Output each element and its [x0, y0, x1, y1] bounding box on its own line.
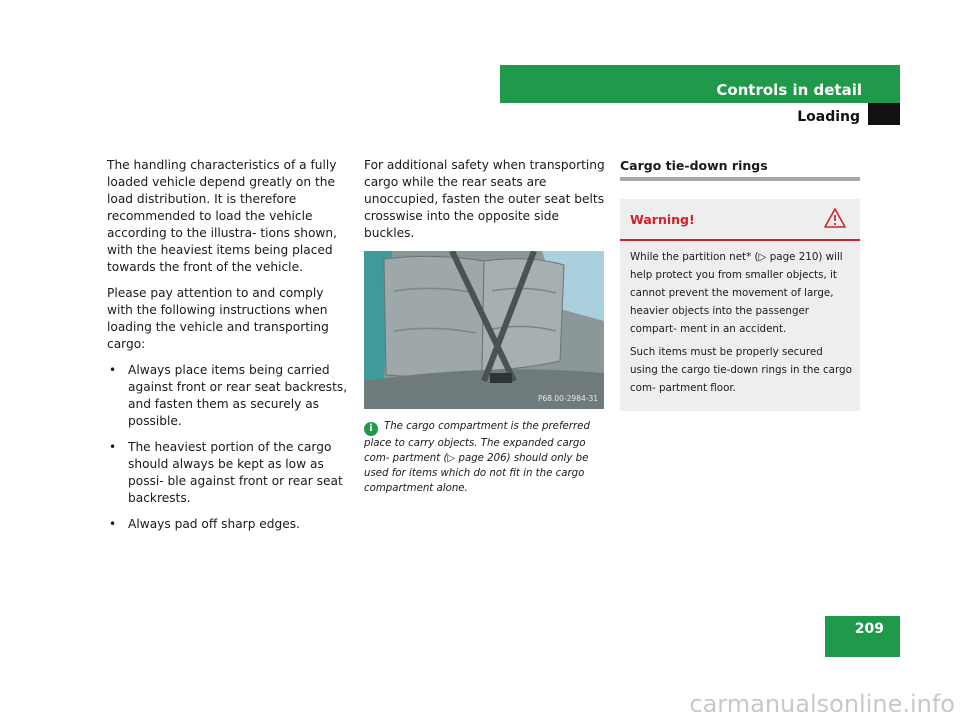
warning-title: Warning!: [630, 212, 695, 227]
column-seatbelt-text: [364, 157, 606, 496]
section-heading: Cargo tie-down rings: [620, 157, 860, 181]
info-icon: i: [364, 422, 378, 436]
rear-seat-illustration: [364, 251, 604, 409]
paragraph: Such items must be properly secured using the cargo tie-down rings in the cargo com- partment floor.: [630, 346, 852, 394]
warning-box: [620, 199, 860, 411]
subsection-title: Loading: [797, 109, 860, 125]
paragraph: While the partition net* (▷ page 210) will help protect you from smaller objects, it cannot prevent the movement of large, heavier objects into the passenger compart- ment in an accident.: [630, 251, 843, 335]
column-tie-down: [620, 157, 860, 411]
warning-header: [620, 199, 860, 241]
page-number: 209: [854, 621, 884, 637]
paragraph: For additional safety when transporting cargo while the rear seats are unoccupied, fasten the outer seat belts crosswise into the opposite side buckles.: [364, 158, 605, 240]
bullet-icon: •: [109, 440, 117, 454]
page-number-box: [825, 616, 900, 657]
header-tab-marker: [868, 103, 900, 125]
arrow-icon: ▷: [758, 251, 767, 263]
paragraph: The handling characteristics of a fully loaded vehicle depend greatly on the load distribution. It is therefore recommended to load the vehicle according to the illustra- tions shown, with the heaviest items being placed towards the front of the vehicle.: [107, 158, 337, 274]
figure-code: P68.00-2984-31: [537, 394, 598, 403]
info-note: i The cargo compartment is the preferred place to carry objects. The expanded cargo com- partment (▷ page 206) should only be used for items which do not fit in the cargo compartment alone.: [364, 421, 590, 494]
list-item: • The heaviest portion of the cargo should always be kept as low as possi- ble against front or rear seat backrests.: [109, 440, 343, 505]
warning-body: [620, 241, 860, 411]
paragraph: Please pay attention to and comply with the following instructions when loading the vehicle and transporting cargo:: [107, 286, 329, 351]
arrow-icon: ▷: [447, 453, 456, 464]
bullet-icon: •: [109, 517, 117, 531]
section-title: Controls in detail: [716, 81, 862, 99]
instruction-list: [107, 362, 353, 533]
column-loading-text: [107, 157, 353, 542]
list-item: • Always pad off sharp edges.: [109, 517, 300, 531]
bullet-icon: •: [109, 363, 117, 377]
warning-triangle-icon: [824, 207, 846, 229]
rear-seat-photo: [364, 251, 604, 409]
watermark: carmanualsonline.info: [689, 690, 955, 718]
list-item: • Always place items being carried against front or rear seat backrests, and fasten them as securely as possible.: [109, 363, 348, 428]
